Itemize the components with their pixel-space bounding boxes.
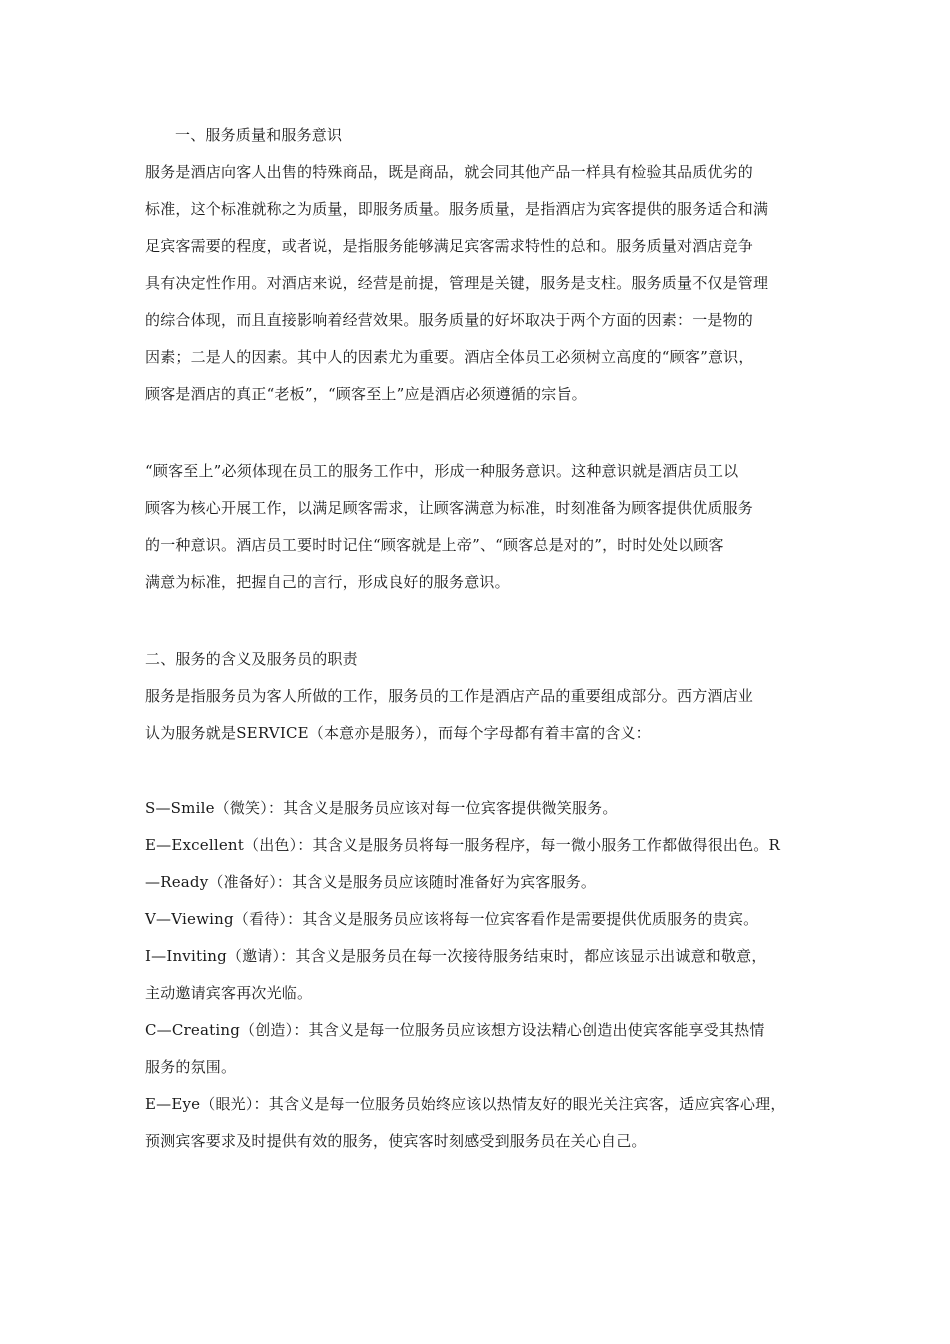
section2-heading: 二、服务的含义及服务员的职责 [145,650,358,668]
letter-line: V—Viewing（看待）：其含义是服务员应该将每一位宾客看作是需要提供优质服务的贵宾。 [145,910,759,928]
intro-line: 服务是指服务员为客人所做的工作，服务员的工作是酒店产品的重要组成部分。西方酒店业 [145,687,754,705]
para1-line: 具有决定性作用。对酒店来说，经营是前提，管理是关键，服务是支柱。服务质量不仅是管理 [145,274,769,292]
para1-line: 服务是酒店向客人出售的特殊商品，既是商品，就会同其他产品一样具有检验其品质优劣的 [145,163,754,181]
letter-line: 服务的氛围。 [145,1058,237,1076]
service-letters-list [145,790,815,1160]
para1-line: 的综合体现，而且直接影响着经营效果。服务质量的好坏取决于两个方面的因素：一是物的 [145,311,754,329]
intro-line: 认为服务就是SERVICE（本意亦是服务），而每个字母都有着丰富的含义： [145,724,651,742]
section1-para2 [145,453,815,601]
para2-line: 的一种意识。酒店员工要时时记住“顾客就是上帝”、“顾客总是对的”，时时处处以顾客 [145,536,724,554]
para1-line: 因素；二是人的因素。其中人的因素尤为重要。酒店全体员工必须树立高度的“顾客”意识， [145,348,754,366]
letter-line: 预测宾客要求及时提供有效的服务，使宾客时刻感受到服务员在关心自己。 [145,1132,647,1150]
section1-block [145,117,815,413]
letter-line: —Ready（准备好）：其含义是服务员应该随时准备好为宾客服务。 [145,873,597,891]
para2-line: “顾客至上”必须体现在员工的服务工作中，形成一种服务意识。这种意识就是酒店员工以 [145,462,739,480]
letter-line: S—Smile（微笑）：其含义是服务员应该对每一位宾客提供微笑服务。 [145,799,618,817]
section2-block [145,641,815,752]
letter-line: E—Eye（眼光）：其含义是每一位服务员始终应该以热情友好的眼光关注宾客，适应宾客心理， [145,1095,786,1113]
letter-line: 主动邀请宾客再次光临。 [145,984,313,1002]
para1-line: 顾客是酒店的真正“老板”，“顾客至上”应是酒店必须遵循的宗旨。 [145,385,587,403]
para1-line: 足宾客需要的程度，或者说，是指服务能够满足宾客需求特性的总和。服务质量对酒店竞争 [145,237,754,255]
section1-heading: 一、服务质量和服务意识 [175,126,343,144]
letter-line: C—Creating（创造）：其含义是每一位服务员应该想方设法精心创造出使宾客能享受其热情 [145,1021,765,1039]
para1-line: 标准，这个标准就称之为质量，即服务质量。服务质量，是指酒店为宾客提供的服务适合和满 [145,200,769,218]
para2-line: 顾客为核心开展工作，以满足顾客需求，让顾客满意为标准，时刻准备为顾客提供优质服务 [145,499,754,517]
para2-line: 满意为标准，把握自己的言行，形成良好的服务意识。 [145,573,510,591]
letter-line: E—Excellent（出色）：其含义是服务员将每一服务程序，每一微小服务工作都做得很出色。R [145,836,780,854]
letter-line: I—Inviting（邀请）：其含义是服务员在每一次接待服务结束时，都应该显示出诚意和敬意， [145,947,767,965]
